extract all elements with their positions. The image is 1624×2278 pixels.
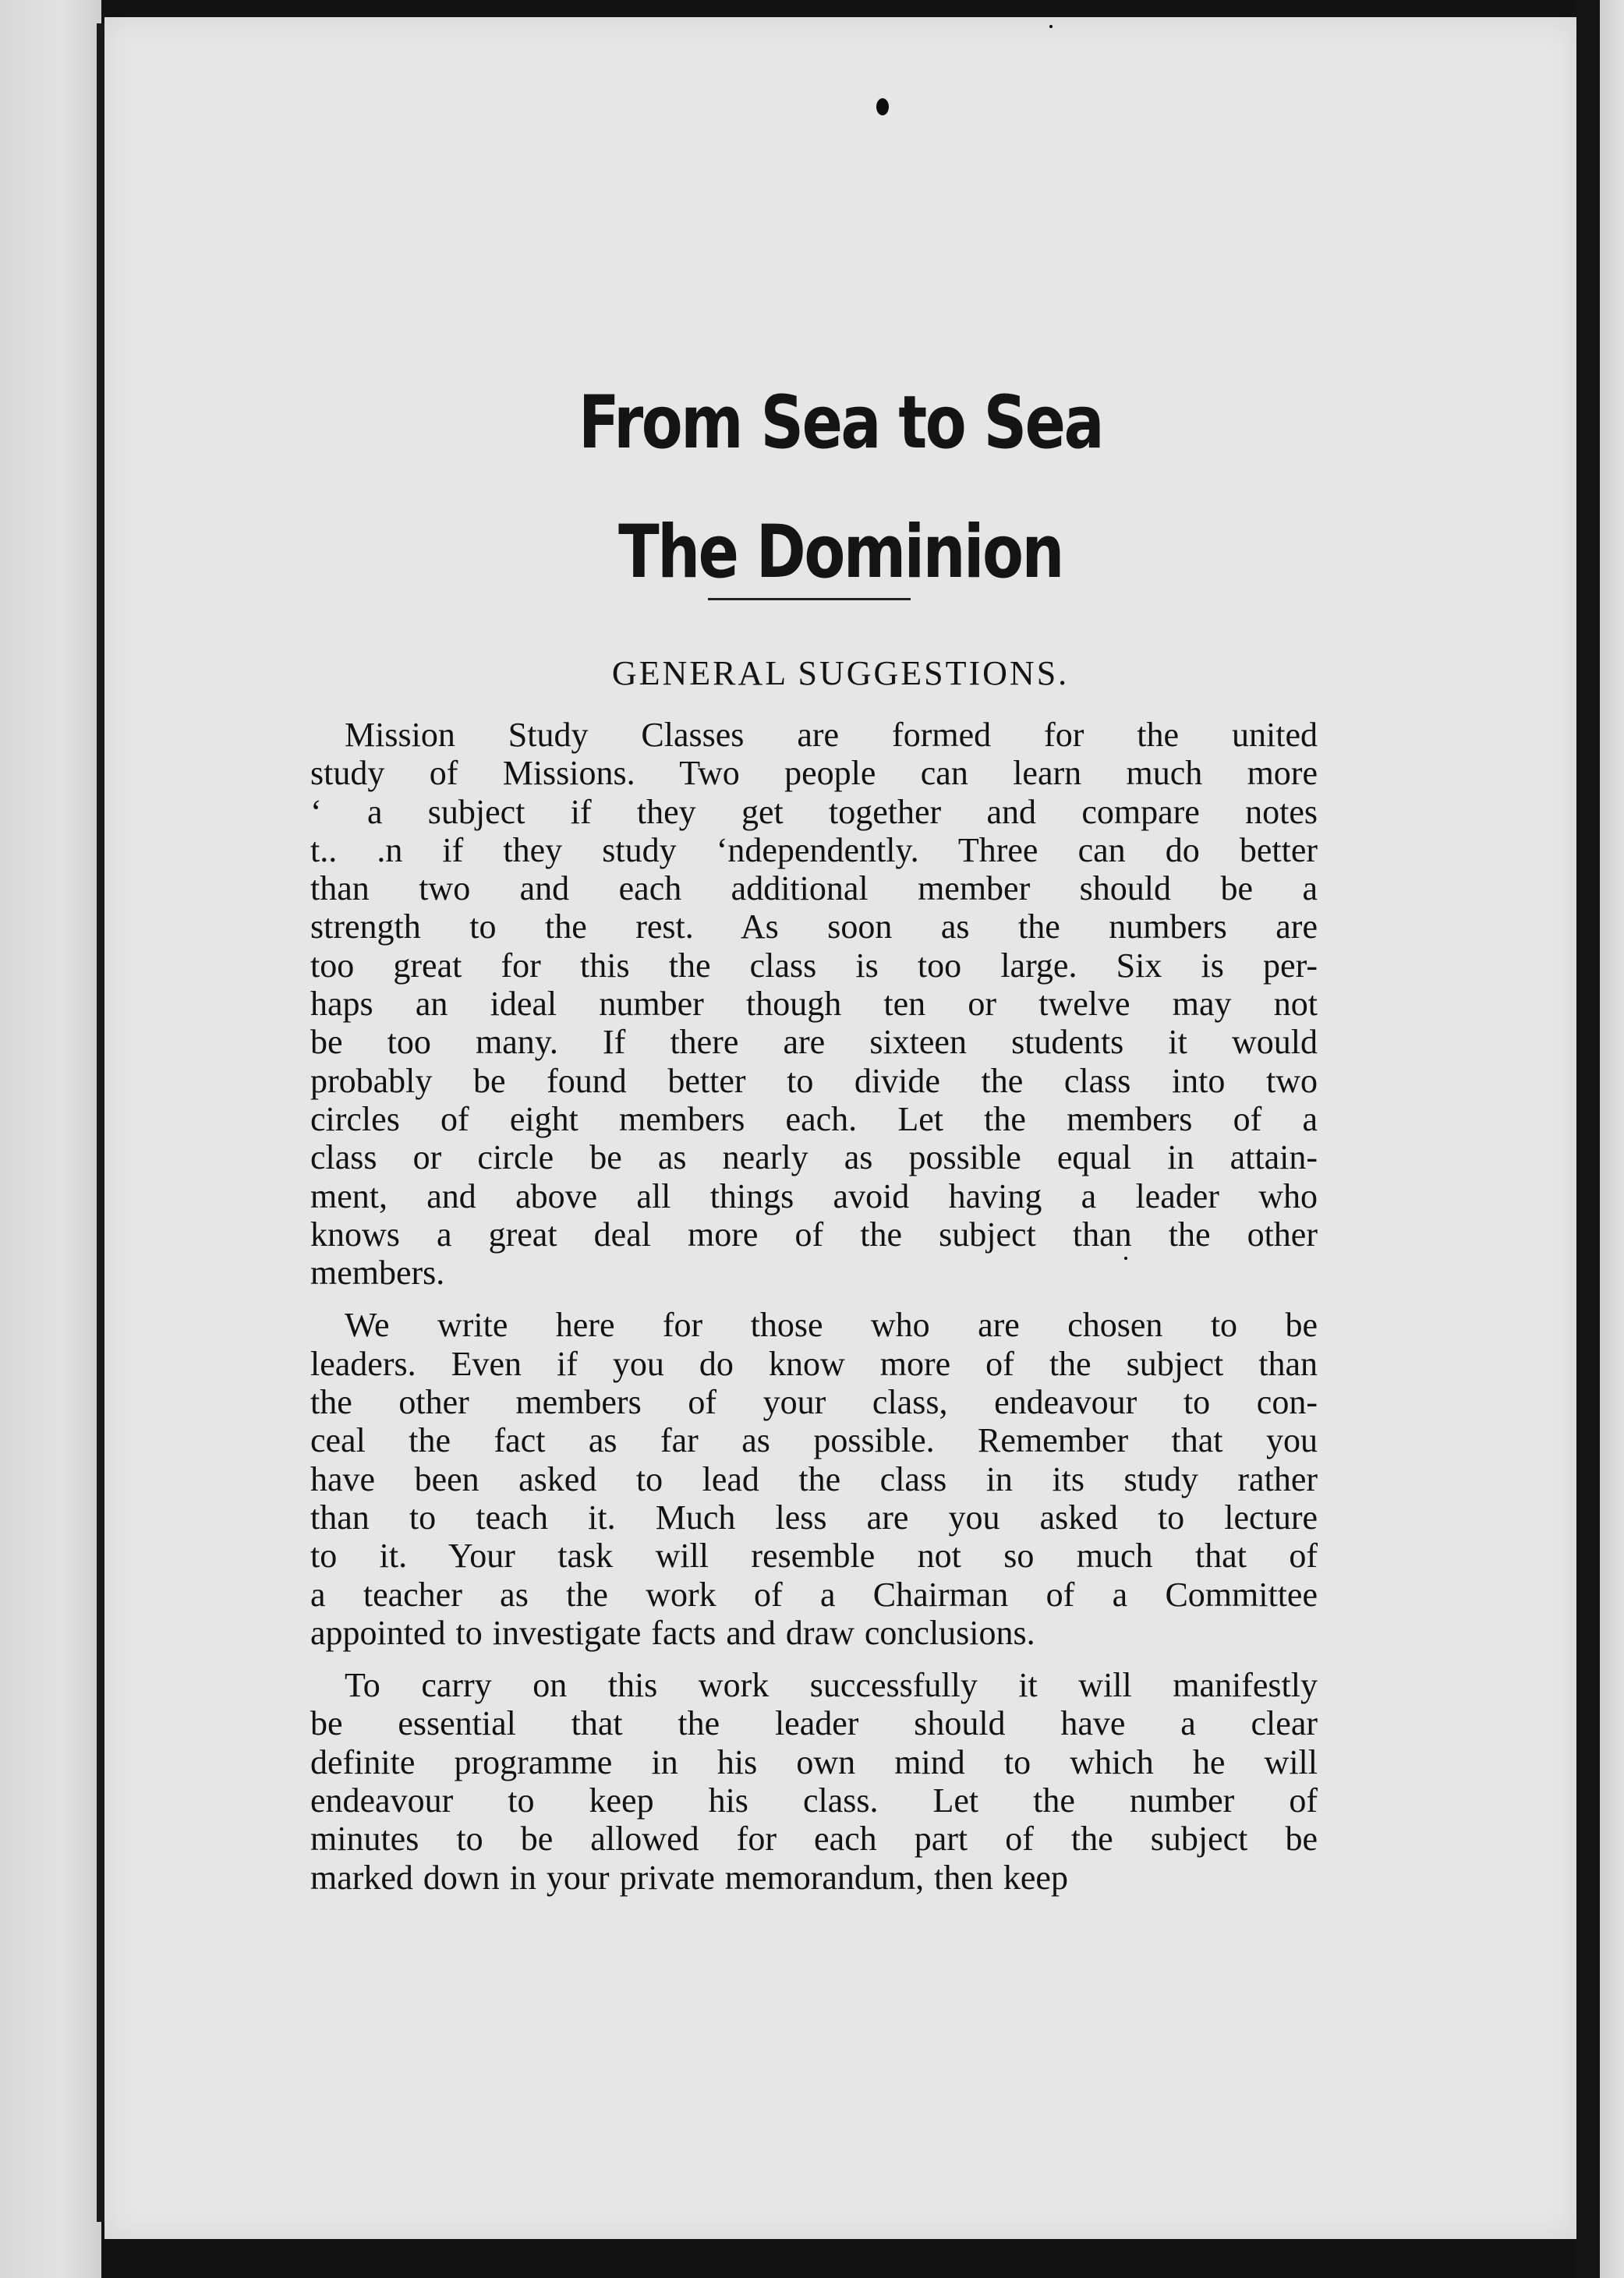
ink-speck — [876, 98, 889, 115]
text-line: to it. Your task will resemble not so much that of — [310, 1537, 1318, 1576]
text-line: leaders. Even if you do know more of the subject than — [310, 1344, 1318, 1383]
text-line: than two and each additional member should be a — [310, 869, 1318, 908]
paragraph-2 — [310, 1306, 1318, 1652]
text-line: t.. .n if they study ‘ndependently. Three can do better — [310, 830, 1318, 869]
ink-speck — [1049, 25, 1053, 28]
text-line: appointed to investigate facts and draw conclusions. — [310, 1613, 1035, 1652]
text-line: ‘ a subject if they get together and compare notes — [310, 792, 1318, 831]
text-line: ment, and above all things avoid having a leader who — [310, 1176, 1318, 1215]
body-text — [310, 716, 1318, 1911]
text-line: members. — [310, 1254, 445, 1293]
left-page-edge — [0, 0, 101, 2278]
text-line: class or circle be as nearly as possible equal in attain- — [310, 1138, 1318, 1177]
page-title — [104, 359, 1576, 617]
text-line: We write here for those who are chosen to be — [345, 1306, 1318, 1345]
text-line: circles of eight members each. Let the members of a — [310, 1099, 1318, 1138]
text-line: have been asked to lead the class in its study rather — [310, 1459, 1318, 1498]
text-line: be essential that the leader should have a clear — [310, 1704, 1318, 1743]
text-line: minutes to be allowed for each part of the subject be — [310, 1820, 1318, 1859]
text-line: strength to the rest. As soon as the numbers are — [310, 907, 1318, 946]
title-line-1: From Sea to Sea — [578, 380, 1103, 465]
binding-fold — [97, 23, 104, 2222]
text-line: Mission Study Classes are formed for the united — [345, 716, 1318, 754]
right-page-edge — [1600, 0, 1624, 2278]
text-line: a teacher as the work of a Chairman of a Committee — [310, 1575, 1318, 1614]
paragraph-3 — [310, 1666, 1318, 1897]
text-line: be too many. If there are sixteen students it would — [310, 1023, 1318, 1062]
text-line: endeavour to keep his class. Let the number of — [310, 1781, 1318, 1820]
title-line-2: The Dominion — [618, 510, 1063, 595]
right-shadow-edge — [1576, 0, 1600, 2278]
text-line: knows a great deal more of the subject than the other — [310, 1215, 1318, 1254]
text-line: ceal the fact as far as possible. Remember that you — [310, 1421, 1318, 1460]
text-line: than to teach it. Much less are you asked to lecture — [310, 1498, 1318, 1537]
text-line: study of Missions. Two people can learn much more — [310, 754, 1318, 793]
text-line: definite programme in his own mind to which he will — [310, 1742, 1318, 1781]
text-line: the other members of your class, endeavour to con- — [310, 1383, 1318, 1422]
paragraph-1 — [310, 716, 1318, 1292]
title-divider — [708, 598, 911, 600]
text-line: too great for this the class is too large. Six is per- — [310, 946, 1318, 985]
text-line: haps an ideal number though ten or twelve may not — [310, 985, 1318, 1024]
text-line: To carry on this work successfully it will manifestly — [345, 1666, 1318, 1705]
text-line: probably be found better to divide the class into two — [310, 1061, 1318, 1100]
text-line: marked down in your private memorandum, then keep — [310, 1858, 1068, 1897]
section-heading: GENERAL SUGGESTIONS. — [611, 654, 1070, 692]
